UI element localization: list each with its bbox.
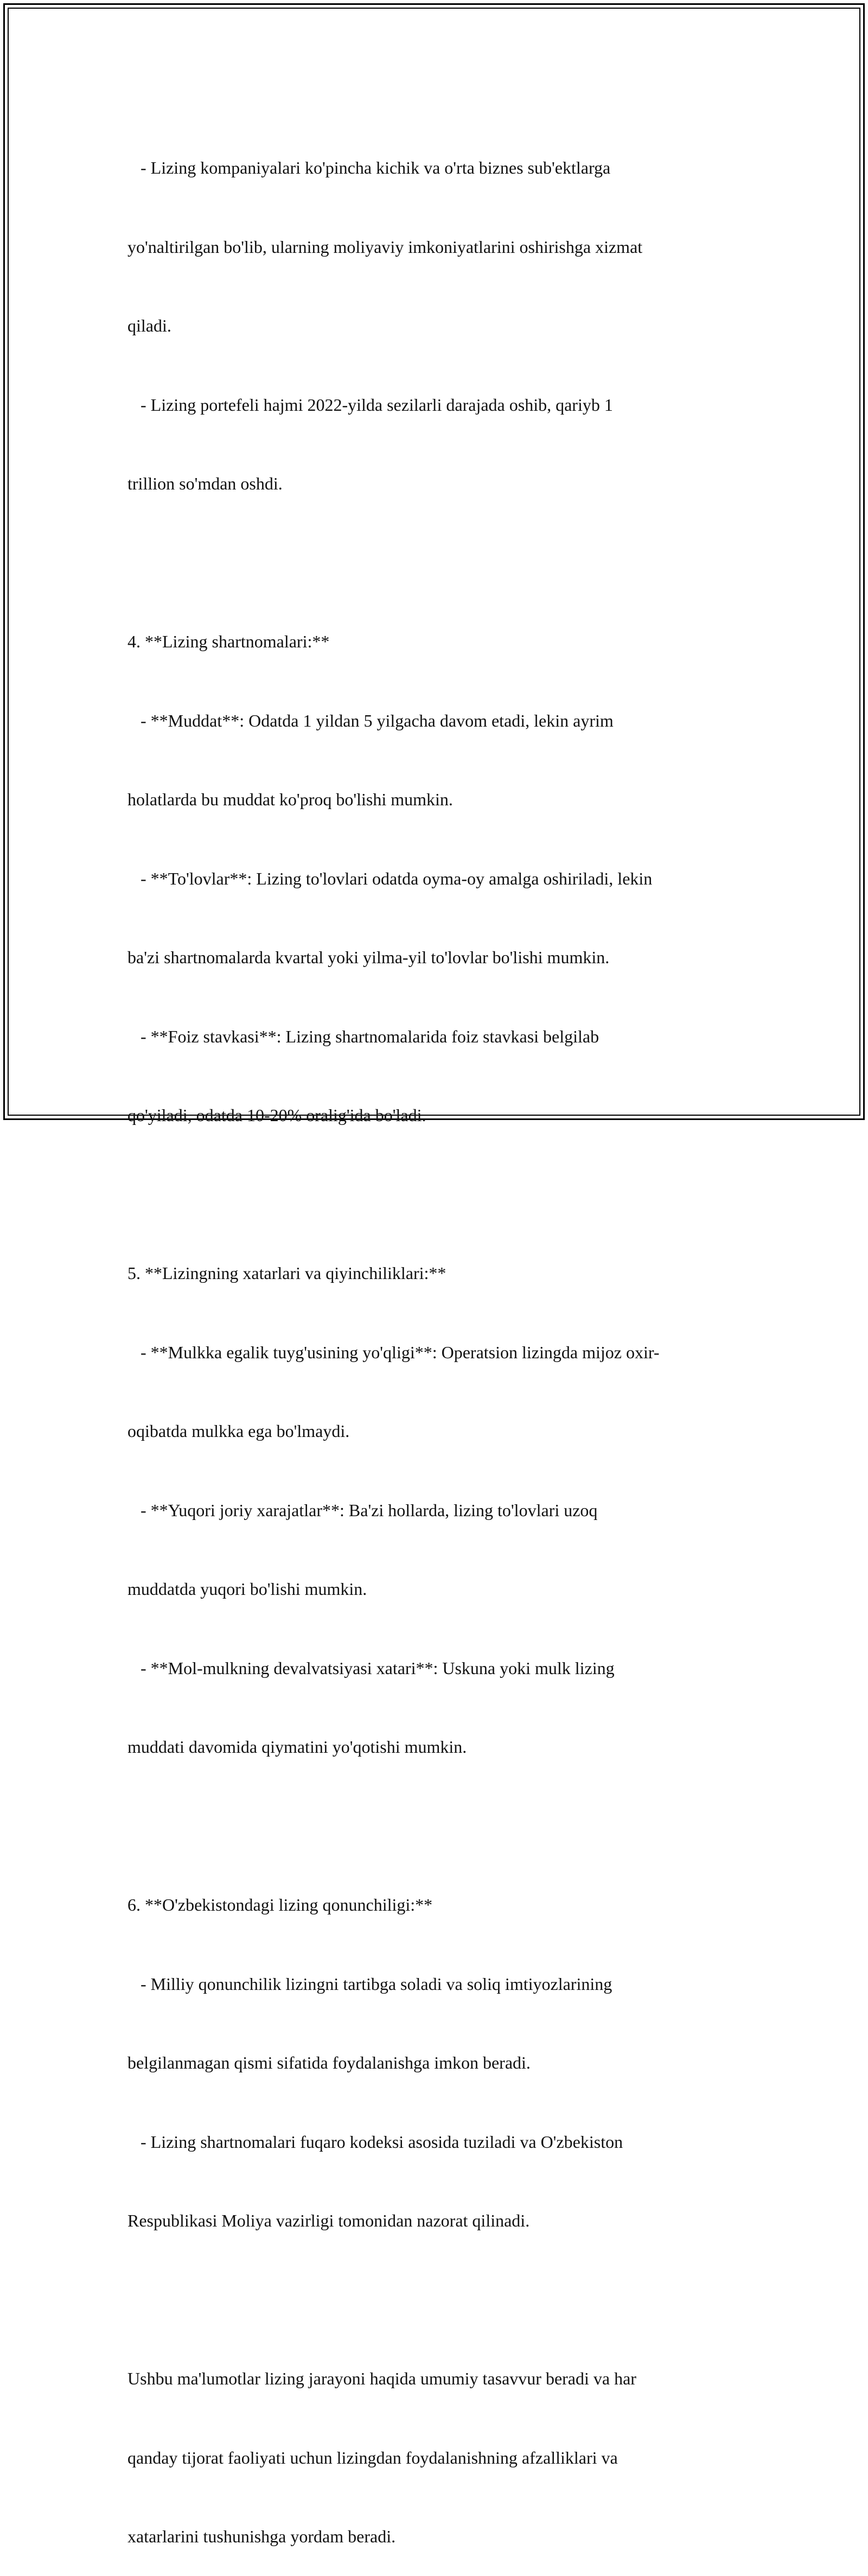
section-heading: 4. **Lizing shartnomalari:** <box>127 632 330 651</box>
text-line: - Milliy qonunchilik lizingni tartibga soladi va soliq imtiyozlarining <box>127 1974 612 1994</box>
text-line: - **Foiz stavkasi**: Lizing shartnomalarida foiz stavkasi belgilab <box>127 1026 599 1046</box>
text-line: yo'naltirilgan bo'lib, ularning moliyaviy imkoniyatlarini oshirishga xizmat <box>127 237 643 257</box>
blank-line <box>127 1813 746 1840</box>
text-line: - **Muddat**: Odatda 1 yildan 5 yilgacha davom etadi, lekin ayrim <box>127 710 614 730</box>
blank-line <box>127 2287 746 2313</box>
closing-paragraph-line: qanday tijorat faoliyati uchun lizingdan foydalanishning afzalliklari va <box>127 2447 618 2467</box>
section-heading: 5. **Lizingning xatarlari va qiyinchiliklari:** <box>127 1263 446 1283</box>
text-line: muddati davomida qiymatini yo'qotishi mumkin. <box>127 1737 467 1757</box>
closing-paragraph-line: xatarlarini tushunishga yordam beradi. <box>127 2527 396 2546</box>
text-line: - **To'lovlar**: Lizing to'lovlari odatda oyma-oy amalga oshiriladi, lekin <box>127 868 653 888</box>
text-line: muddatda yuqori bo'lishi mumkin. <box>127 1579 367 1599</box>
text-line: - Lizing portefeli hajmi 2022-yilda sezilarli darajada oshib, qariyb 1 <box>127 395 613 415</box>
blank-line <box>127 550 746 576</box>
closing-paragraph-line: Ushbu ma'lumotlar lizing jarayoni haqida umumiy tasavvur beradi va har <box>127 2369 636 2388</box>
text-line: - Lizing shartnomalari fuqaro kodeksi asosida tuziladi va O'zbekiston <box>127 2132 623 2152</box>
text-line: - **Yuqori joriy xarajatlar**: Ba'zi hollarda, lizing to'lovlari uzoq <box>127 1500 598 1520</box>
text-line: - **Mulkka egalik tuyg'usining yo'qligi**: Operatsion lizingda mijoz oxir- <box>127 1342 660 1362</box>
text-line: trillion so'mdan oshdi. <box>127 474 283 493</box>
text-line: oqibatda mulkka ega bo'lmaydi. <box>127 1421 350 1441</box>
blank-line <box>127 1181 746 1208</box>
text-line: holatlarda bu muddat ko'proq bo'lishi mumkin. <box>127 790 453 809</box>
text-line: - **Mol-mulkning devalvatsiyasi xatari**: Uskuna yoki mulk lizing <box>127 1658 615 1678</box>
text-line: belgilanmagan qismi sifatida foydalanishga imkon beradi. <box>127 2053 531 2072</box>
text-line: ba'zi shartnomalarda kvartal yoki yilma-yil to'lovlar bo'lishi mumkin. <box>127 947 610 967</box>
text-line: qiladi. <box>127 316 171 335</box>
text-line: qo'yiladi, odatda 10-20% oralig'ida bo'ladi. <box>127 1105 426 1125</box>
text-line: Respublikasi Moliya vazirligi tomonidan nazorat qilinadi. <box>127 2211 530 2230</box>
document-body <box>127 102 746 2576</box>
section-heading: 6. **O'zbekistondagi lizing qonunchiligi:** <box>127 1895 433 1914</box>
text-line: - Lizing kompaniyalari ko'pincha kichik va o'rta biznes sub'ektlarga <box>127 158 611 177</box>
